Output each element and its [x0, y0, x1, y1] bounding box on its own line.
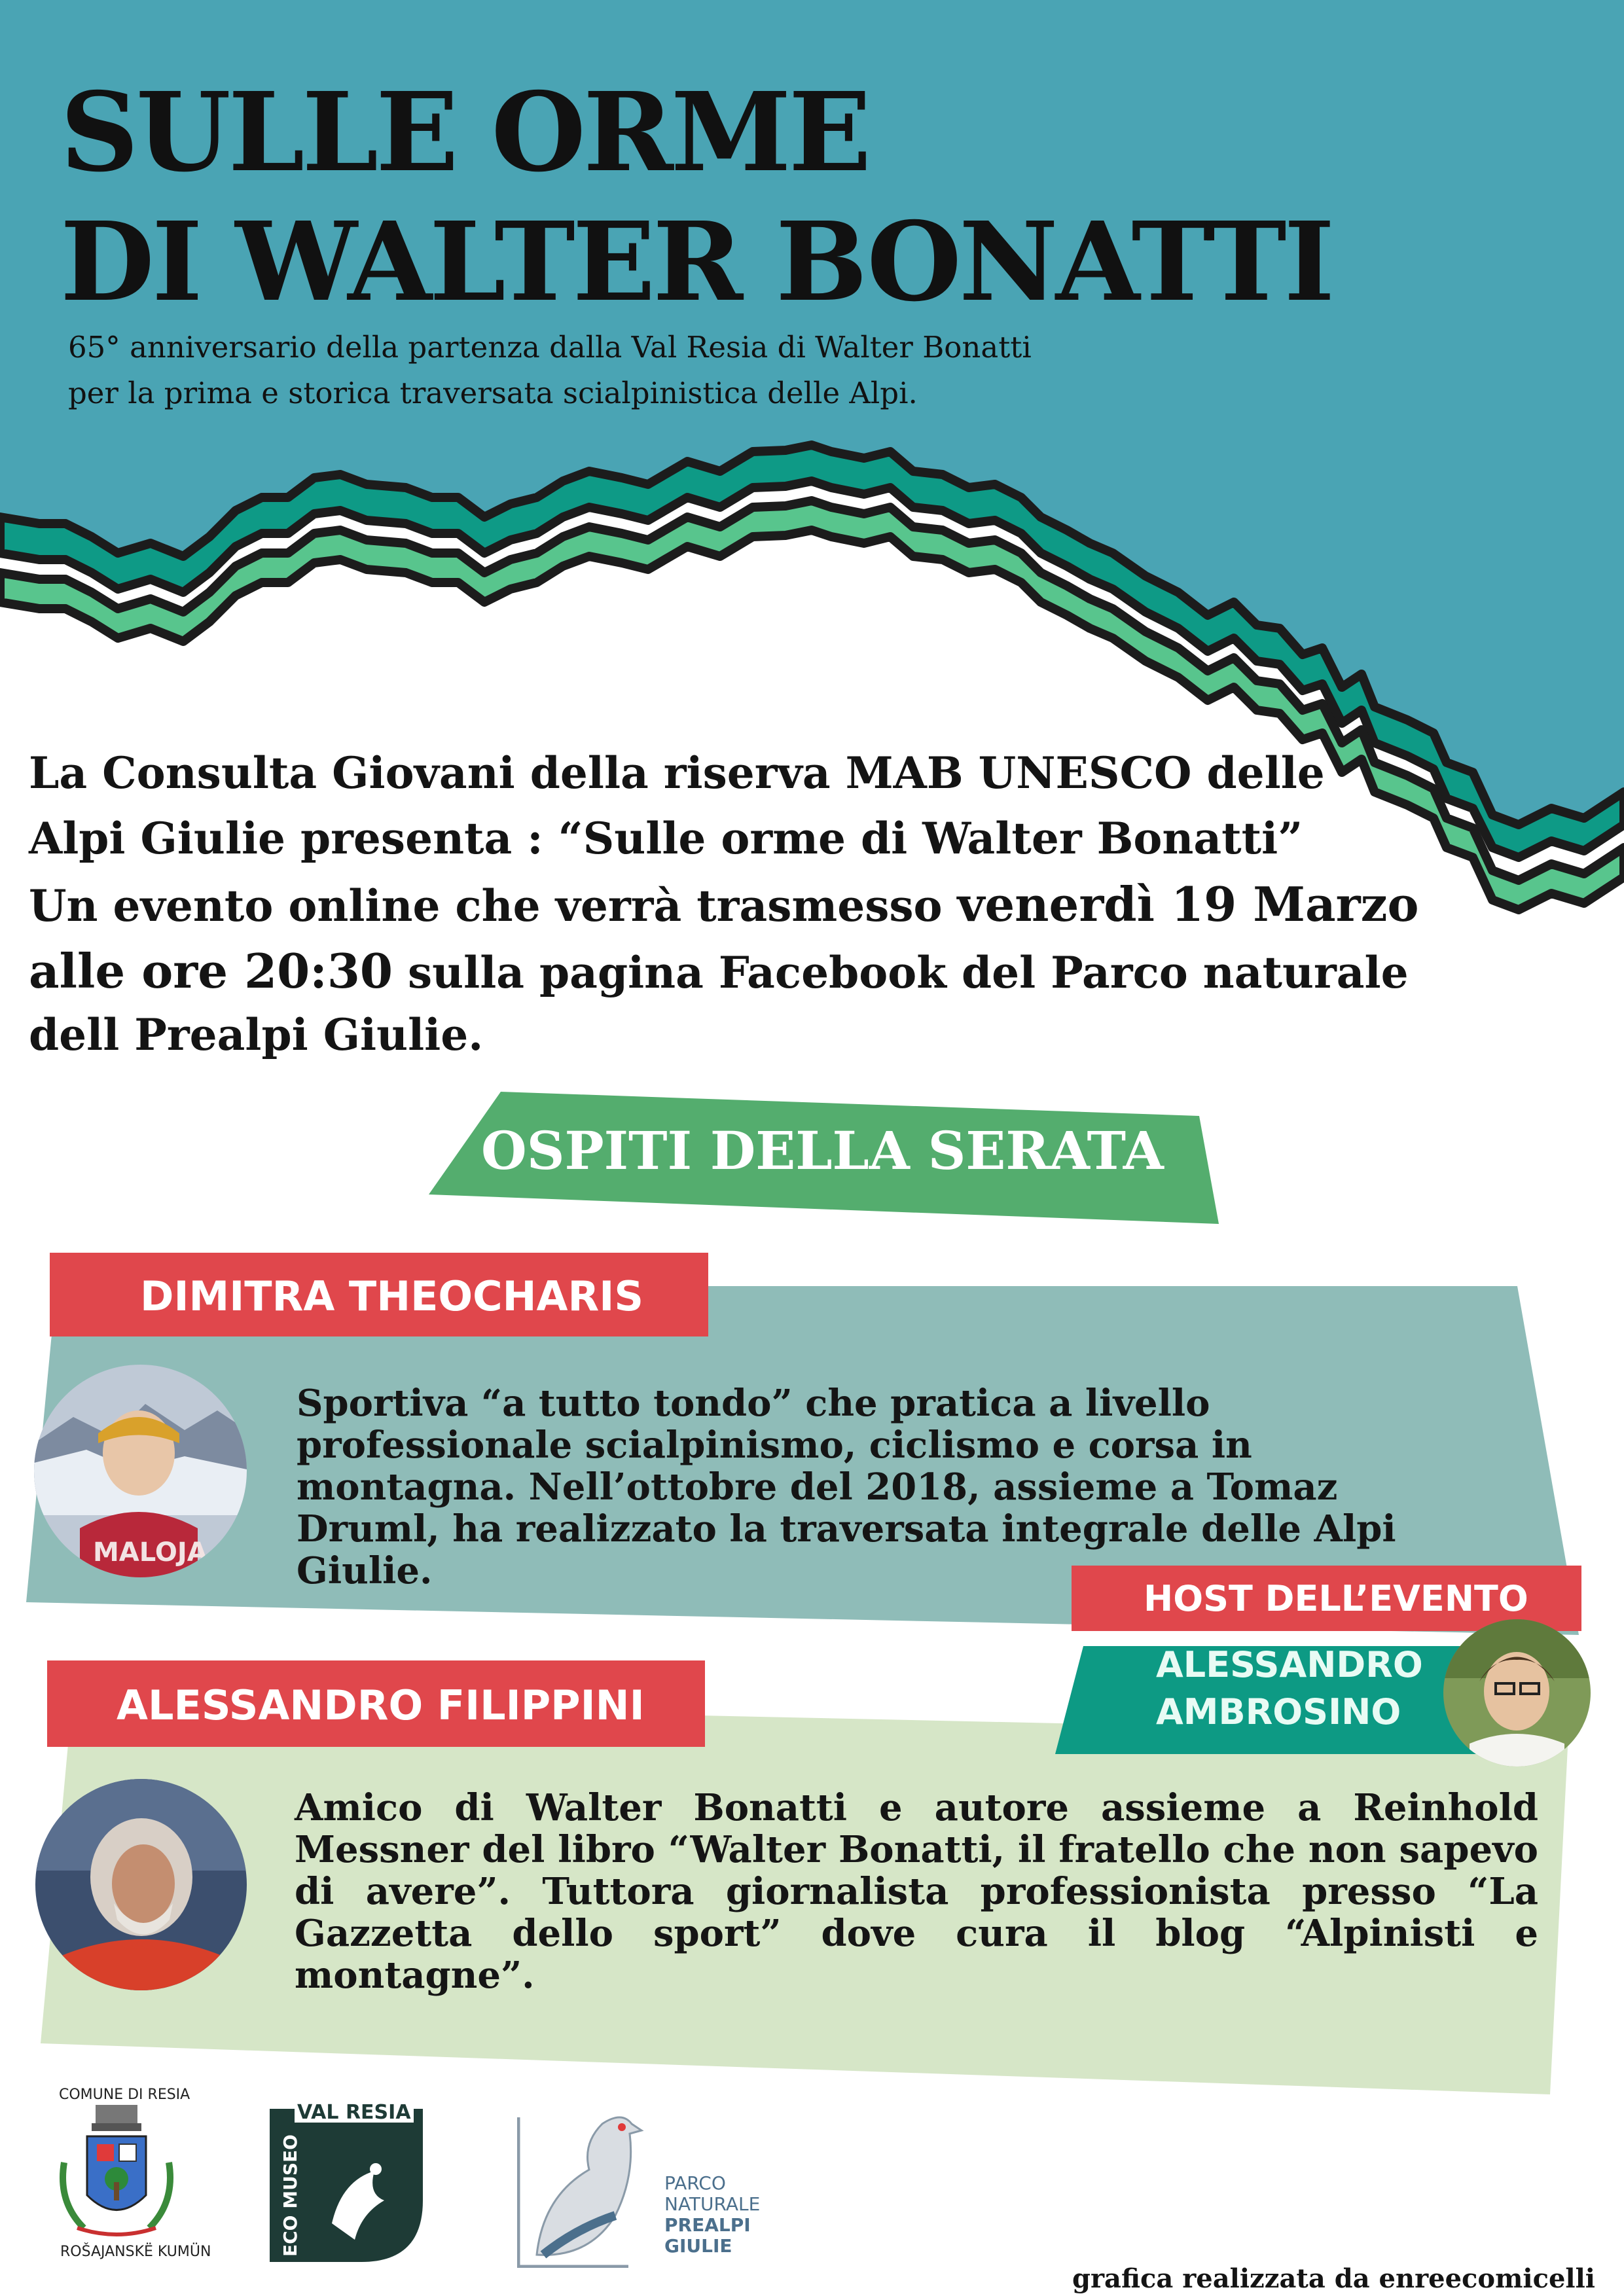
- intro-line-3-text: Un evento online che verrà trasmesso: [29, 880, 958, 931]
- intro-line-4-text: sulla pagina Facebook del Parco naturale: [393, 947, 1409, 998]
- title-line-1: SULLE ORME: [60, 69, 869, 196]
- title-line-2: DI WALTER BONATTI: [60, 198, 1333, 326]
- event-time: alle ore 20:30: [29, 943, 393, 999]
- comune-logo-top-text: COMUNE DI RESIA: [59, 2087, 190, 2103]
- guest-1-photo: [34, 1365, 247, 1577]
- guest-2-name-bar: [47, 1660, 705, 1747]
- intro-line-5: dell Prealpi Giulie.: [29, 1009, 484, 1060]
- ecomuseo-top-text: VAL RESIA: [295, 2103, 414, 2123]
- design-credit: grafica realizzata da enreecomicelli: [1072, 2263, 1595, 2294]
- guest-1-name-bar: [50, 1253, 708, 1336]
- ospiti-heading: OSPITI DELLA SERATA: [481, 1120, 1164, 1181]
- comune-crest-icon: [58, 2104, 175, 2241]
- parco-line-3: PREALPI: [664, 2214, 751, 2236]
- host-photo: [1443, 1619, 1591, 1767]
- intro-line-1: La Consulta Giovani della riserva MAB UNESCO delle: [29, 747, 1325, 798]
- intro-line-2: Alpi Giulie presenta : “Sulle orme di Walter Bonatti”: [29, 813, 1303, 864]
- ptarmigan-bird-icon: [517, 2098, 661, 2268]
- comune-logo-bottom-text: ROŠAJANSKË KUMÜN: [60, 2244, 211, 2260]
- guest-1-name: DIMITRA THEOCHARIS: [140, 1272, 643, 1320]
- host-label: HOST DELL’EVENTO: [1144, 1578, 1528, 1619]
- intro-line-4: [29, 943, 1409, 999]
- intro-line-3: [29, 876, 1419, 932]
- subtitle-line-2: per la prima e storica traversata scialpinistica delle Alpi.: [68, 376, 918, 410]
- host-name-line-1: ALESSANDRO: [1156, 1644, 1423, 1685]
- parco-line-1: PARCO: [664, 2172, 726, 2194]
- host-name-line-2: AMBROSINO: [1156, 1691, 1401, 1732]
- guest-1-bio: Sportiva “a tutto tondo” che pratica a livello professionale scialpinismo, ciclismo e corsa in montagna. Nell’ottobre del 2018, assieme a Tomaz Druml, ha realizzato la traversata integrale delle Alpi Giulie.: [297, 1382, 1396, 1592]
- guest-1-shirt-text: MALOJA: [93, 1537, 208, 1568]
- guest-2-name: ALESSANDRO FILIPPINI: [117, 1681, 645, 1729]
- parco-line-4: GIULIE: [664, 2235, 732, 2257]
- ecomuseo-vertical-text: ECO MUSEO: [280, 2134, 301, 2257]
- guest-2-photo: [35, 1779, 247, 1990]
- subtitle-line-1: 65° anniversario della partenza dalla Val Resia di Walter Bonatti: [68, 330, 1032, 365]
- guest-2-bio: Amico di Walter Bonatti e autore assieme a Reinhold Messner del libro “Walter Bonatti, il fratello che non sapevo di avere”. Tuttora giornalista professionista presso “La Gazzetta dello sport” dove cura il blog “Alpinisti e montagne”.: [295, 1786, 1538, 1997]
- event-date: venerdì 19 Marzo: [957, 876, 1419, 932]
- parco-line-2: NATURALE: [664, 2193, 761, 2215]
